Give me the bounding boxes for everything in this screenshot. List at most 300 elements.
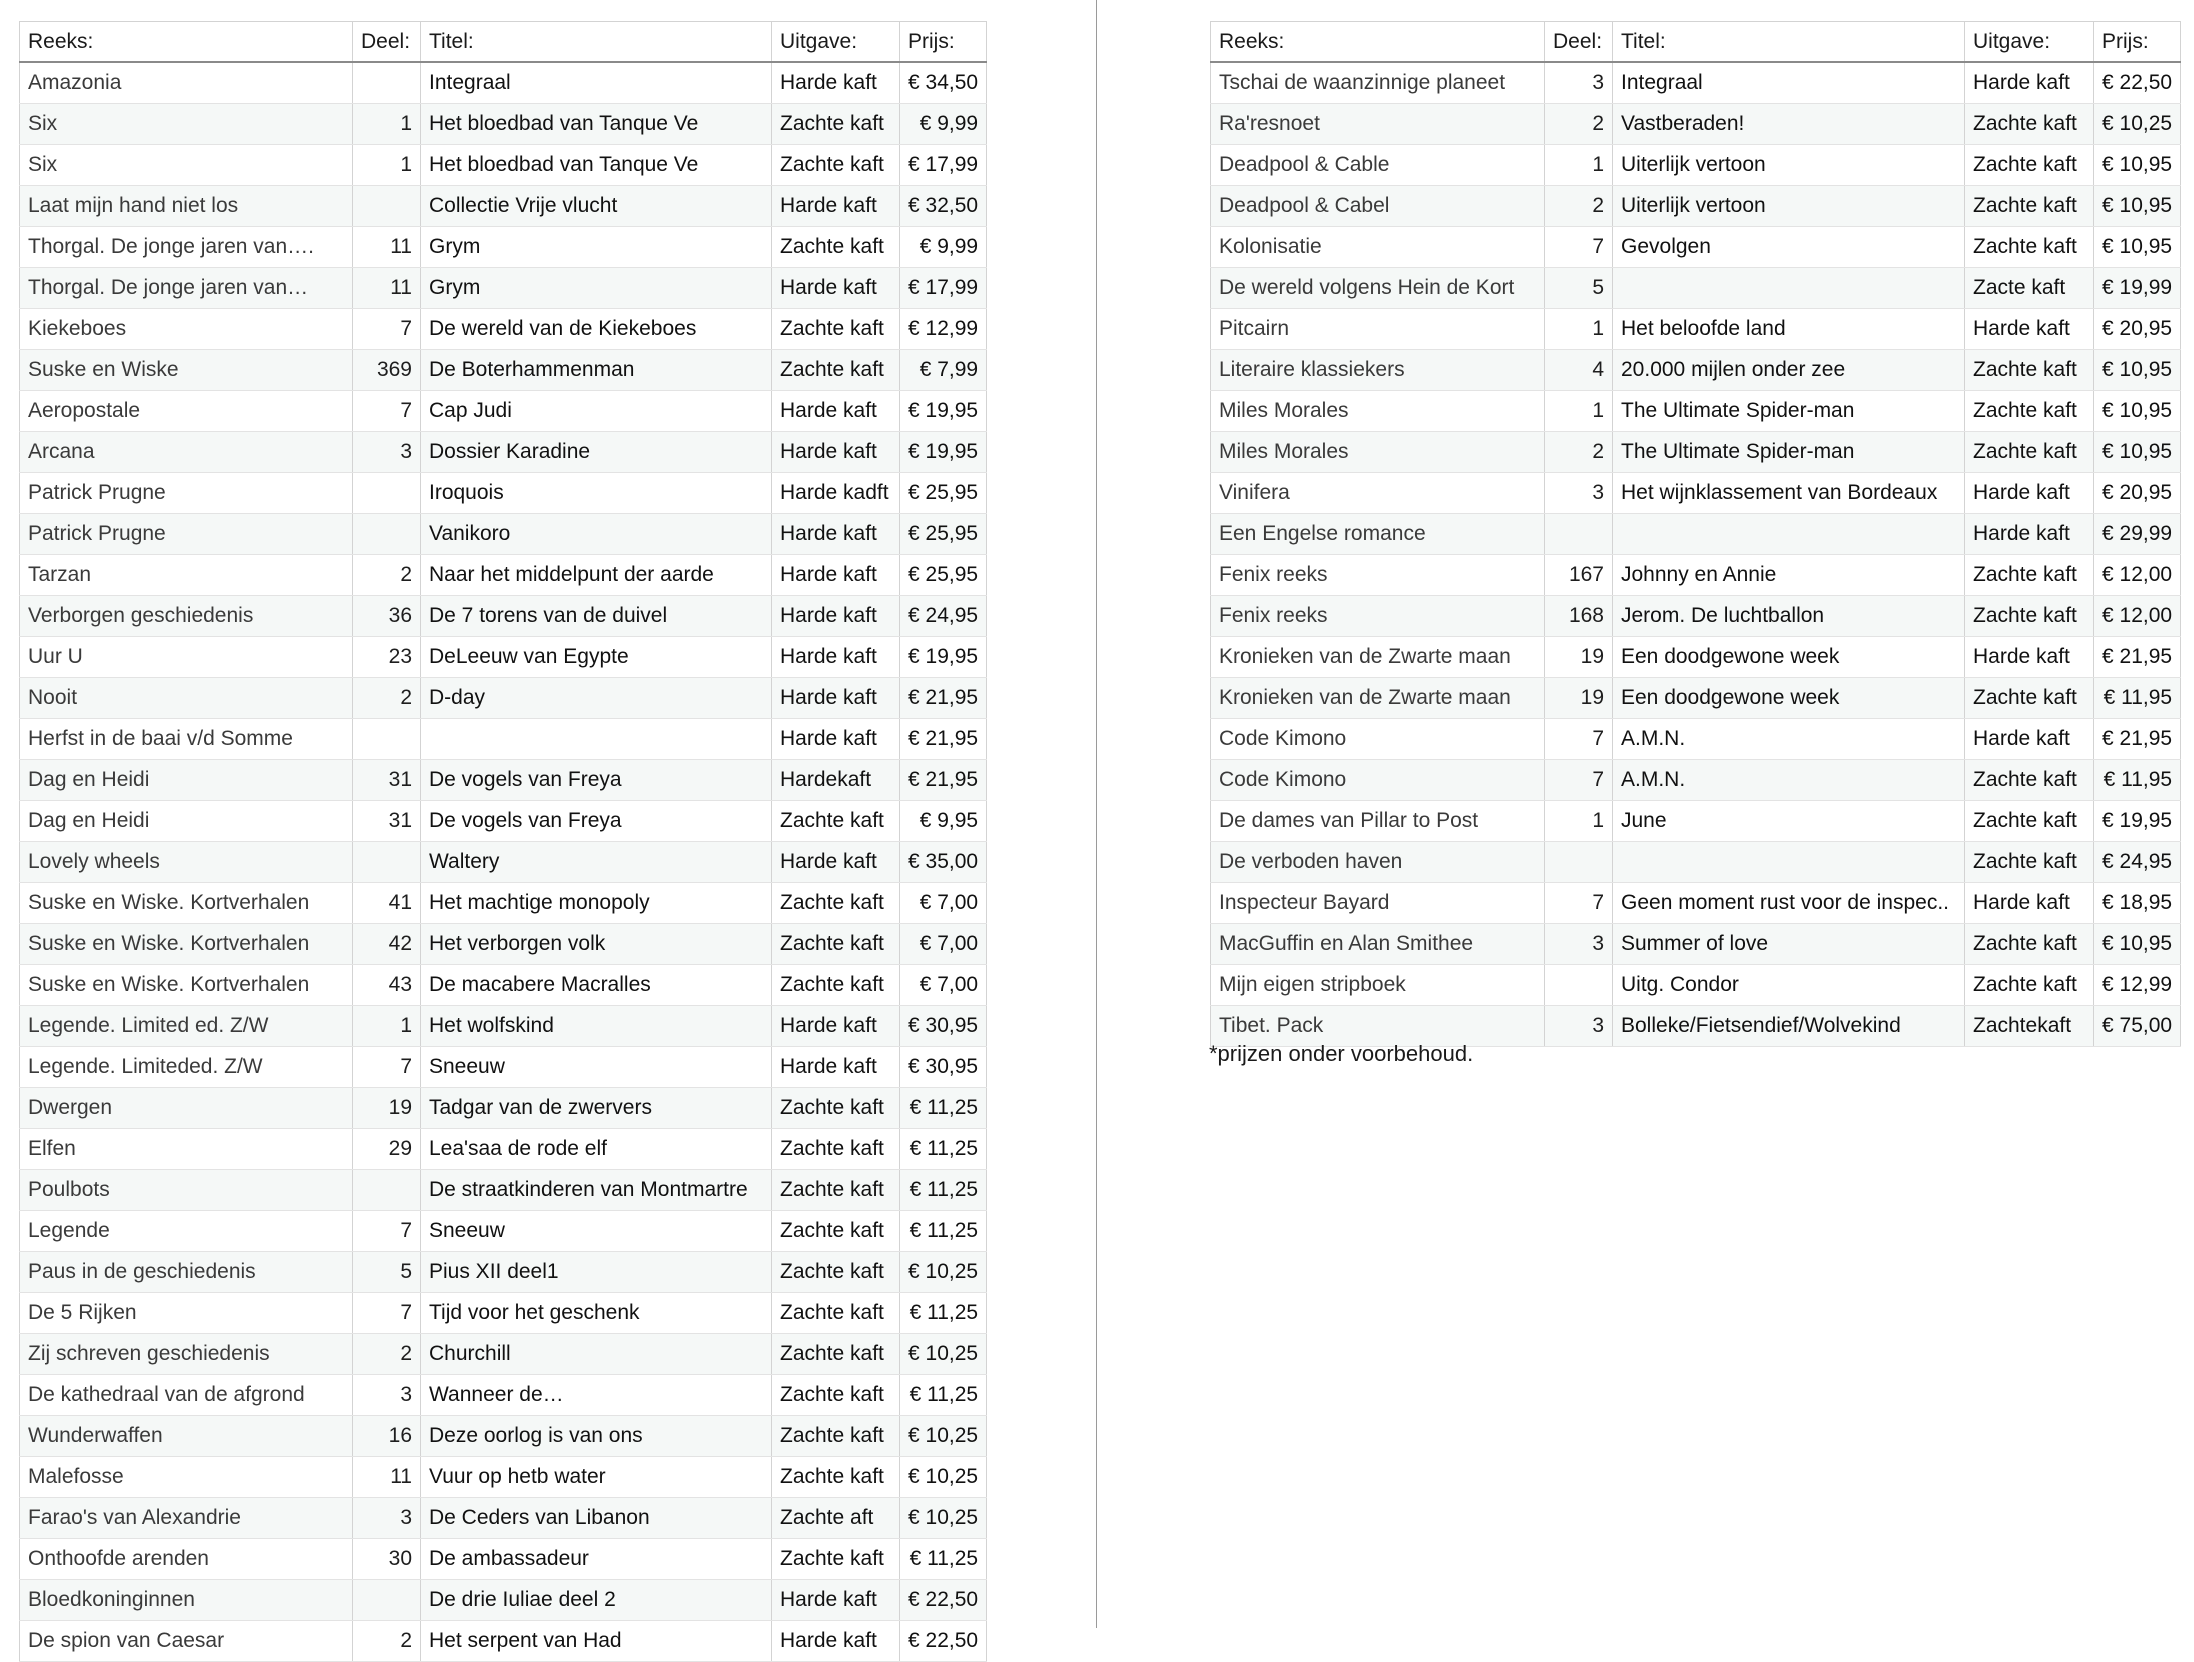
cell-titel[interactable]: Integraal [1613,62,1965,104]
cell-uitgave[interactable]: Zachte kaft [772,145,900,186]
cell-reeks[interactable]: Code Kimono [1211,719,1545,760]
cell-titel[interactable]: Uitg. Condor [1613,965,1965,1006]
cell-deel[interactable]: 2 [353,678,421,719]
cell-titel[interactable]: Sneeuw [421,1047,772,1088]
cell-uitgave[interactable]: Zachte kaft [772,883,900,924]
cell-titel[interactable]: Johnny en Annie [1613,555,1965,596]
cell-uitgave[interactable]: Harde kaft [772,719,900,760]
cell-deel[interactable]: 11 [353,227,421,268]
cell-titel[interactable]: D-day [421,678,772,719]
cell-deel[interactable] [1545,965,1613,1006]
cell-reeks[interactable]: Deadpool & Cabel [1211,186,1545,227]
cell-uitgave[interactable]: Zachte kaft [1965,145,2094,186]
cell-uitgave[interactable]: Harde kaft [772,1580,900,1621]
cell-titel[interactable]: Cap Judi [421,391,772,432]
cell-deel[interactable]: 16 [353,1416,421,1457]
cell-titel[interactable]: A.M.N. [1613,719,1965,760]
cell-prijs[interactable]: € 12,99 [900,309,987,350]
cell-titel[interactable]: De drie Iuliae deel 2 [421,1580,772,1621]
cell-titel[interactable]: Uiterlijk vertoon [1613,145,1965,186]
cell-uitgave[interactable]: Zachte kaft [772,1088,900,1129]
cell-reeks[interactable]: Deadpool & Cable [1211,145,1545,186]
cell-uitgave[interactable]: Zachte kaft [772,227,900,268]
cell-reeks[interactable]: Wunderwaffen [20,1416,353,1457]
cell-uitgave[interactable]: Harde kaft [772,1621,900,1662]
cell-titel[interactable]: Vastberaden! [1613,104,1965,145]
cell-prijs[interactable]: € 10,25 [2094,104,2181,145]
cell-prijs[interactable]: € 10,95 [2094,432,2181,473]
header-titel[interactable]: Titel: [421,22,772,63]
cell-deel[interactable] [353,62,421,104]
cell-deel[interactable]: 29 [353,1129,421,1170]
cell-reeks[interactable]: Paus in de geschiedenis [20,1252,353,1293]
cell-deel[interactable]: 5 [353,1252,421,1293]
cell-titel[interactable]: De wereld van de Kiekeboes [421,309,772,350]
cell-uitgave[interactable]: Harde kaft [1965,719,2094,760]
cell-prijs[interactable]: € 17,99 [900,145,987,186]
cell-deel[interactable]: 5 [1545,268,1613,309]
cell-reeks[interactable]: Ra'resnoet [1211,104,1545,145]
cell-uitgave[interactable]: Zachte kaft [1965,350,2094,391]
cell-uitgave[interactable]: Zachte kaft [772,309,900,350]
cell-prijs[interactable]: € 18,95 [2094,883,2181,924]
header-deel[interactable]: Deel: [1545,22,1613,63]
cell-reeks[interactable]: Poulbots [20,1170,353,1211]
cell-deel[interactable] [353,1170,421,1211]
cell-uitgave[interactable]: Zachte kaft [772,924,900,965]
cell-prijs[interactable]: € 10,25 [900,1498,987,1539]
cell-deel[interactable]: 7 [353,309,421,350]
cell-reeks[interactable]: Legende. Limiteded. Z/W [20,1047,353,1088]
header-reeks[interactable]: Reeks: [20,22,353,63]
cell-uitgave[interactable]: Hardekaft [772,760,900,801]
cell-titel[interactable]: Wanneer de… [421,1375,772,1416]
cell-titel[interactable]: Uiterlijk vertoon [1613,186,1965,227]
cell-uitgave[interactable]: Harde kaft [772,186,900,227]
cell-deel[interactable]: 1 [1545,145,1613,186]
cell-reeks[interactable]: Suske en Wiske. Kortverhalen [20,965,353,1006]
cell-titel[interactable]: De straatkinderen van Montmartre [421,1170,772,1211]
cell-reeks[interactable]: Suske en Wiske. Kortverhalen [20,883,353,924]
cell-deel[interactable] [353,473,421,514]
cell-uitgave[interactable]: Zachte kaft [1965,924,2094,965]
cell-titel[interactable]: Summer of love [1613,924,1965,965]
cell-titel[interactable]: Collectie Vrije vlucht [421,186,772,227]
cell-titel[interactable]: Vuur op hetb water [421,1457,772,1498]
cell-uitgave[interactable]: Harde kaft [1965,309,2094,350]
cell-prijs[interactable]: € 11,25 [900,1293,987,1334]
cell-deel[interactable]: 42 [353,924,421,965]
cell-uitgave[interactable]: Zachte kaft [1965,596,2094,637]
cell-uitgave[interactable]: Zachte kaft [1965,965,2094,1006]
cell-titel[interactable] [1613,514,1965,555]
cell-prijs[interactable]: € 32,50 [900,186,987,227]
cell-reeks[interactable]: Kiekeboes [20,309,353,350]
cell-reeks[interactable]: Mijn eigen stripboek [1211,965,1545,1006]
cell-prijs[interactable]: € 9,99 [900,227,987,268]
cell-deel[interactable]: 3 [353,1375,421,1416]
cell-deel[interactable]: 19 [1545,678,1613,719]
cell-uitgave[interactable]: Harde kaft [772,432,900,473]
cell-prijs[interactable]: € 22,50 [900,1580,987,1621]
cell-uitgave[interactable]: Harde kaft [772,637,900,678]
cell-reeks[interactable]: Lovely wheels [20,842,353,883]
cell-reeks[interactable]: Patrick Prugne [20,473,353,514]
cell-deel[interactable] [1545,842,1613,883]
cell-prijs[interactable]: € 10,25 [900,1457,987,1498]
cell-prijs[interactable]: € 11,25 [900,1375,987,1416]
cell-reeks[interactable]: Elfen [20,1129,353,1170]
cell-uitgave[interactable]: Harde kaft [772,678,900,719]
cell-deel[interactable]: 3 [1545,473,1613,514]
cell-reeks[interactable]: Dag en Heidi [20,801,353,842]
cell-titel[interactable]: Sneeuw [421,1211,772,1252]
cell-prijs[interactable]: € 19,99 [2094,268,2181,309]
cell-deel[interactable]: 7 [1545,760,1613,801]
cell-prijs[interactable]: € 24,95 [2094,842,2181,883]
cell-reeks[interactable]: Suske en Wiske [20,350,353,391]
cell-deel[interactable]: 2 [353,555,421,596]
cell-prijs[interactable]: € 24,95 [900,596,987,637]
cell-titel[interactable]: Dossier Karadine [421,432,772,473]
cell-deel[interactable]: 3 [1545,1006,1613,1047]
cell-titel[interactable]: Het serpent van Had [421,1621,772,1662]
cell-prijs[interactable]: € 10,95 [2094,350,2181,391]
cell-uitgave[interactable]: Zachte kaft [1965,186,2094,227]
cell-deel[interactable]: 2 [1545,186,1613,227]
cell-reeks[interactable]: Miles Morales [1211,391,1545,432]
cell-titel[interactable]: Het bloedbad van Tanque Ve [421,145,772,186]
cell-uitgave[interactable]: Zachte kaft [772,801,900,842]
cell-reeks[interactable]: MacGuffin en Alan Smithee [1211,924,1545,965]
cell-reeks[interactable]: Legende. Limited ed. Z/W [20,1006,353,1047]
cell-titel[interactable]: De Ceders van Libanon [421,1498,772,1539]
cell-prijs[interactable]: € 11,25 [900,1539,987,1580]
cell-prijs[interactable]: € 10,25 [900,1416,987,1457]
cell-deel[interactable]: 1 [353,145,421,186]
cell-uitgave[interactable]: Zachte kaft [772,1252,900,1293]
cell-uitgave[interactable]: Harde kadft [772,473,900,514]
cell-uitgave[interactable]: Harde kaft [772,391,900,432]
cell-titel[interactable]: Jerom. De luchtballon [1613,596,1965,637]
cell-deel[interactable]: 3 [1545,62,1613,104]
cell-deel[interactable]: 369 [353,350,421,391]
cell-reeks[interactable]: De dames van Pillar to Post [1211,801,1545,842]
cell-uitgave[interactable]: Zachte kaft [1965,391,2094,432]
cell-prijs[interactable]: € 10,25 [900,1334,987,1375]
cell-titel[interactable]: Het verborgen volk [421,924,772,965]
cell-reeks[interactable]: Dag en Heidi [20,760,353,801]
cell-titel[interactable]: The Ultimate Spider-man [1613,391,1965,432]
cell-prijs[interactable]: € 21,95 [2094,719,2181,760]
cell-deel[interactable]: 1 [1545,391,1613,432]
cell-prijs[interactable]: € 19,95 [900,391,987,432]
cell-deel[interactable]: 167 [1545,555,1613,596]
cell-titel[interactable]: Tadgar van de zwervers [421,1088,772,1129]
cell-uitgave[interactable]: Zachte kaft [772,1334,900,1375]
cell-titel[interactable]: Naar het middelpunt der aarde [421,555,772,596]
cell-titel[interactable] [421,719,772,760]
cell-uitgave[interactable]: Harde kaft [772,842,900,883]
cell-deel[interactable]: 31 [353,801,421,842]
cell-deel[interactable]: 41 [353,883,421,924]
cell-reeks[interactable]: Pitcairn [1211,309,1545,350]
cell-prijs[interactable]: € 10,95 [2094,924,2181,965]
cell-uitgave[interactable]: Harde kaft [1965,473,2094,514]
cell-titel[interactable]: 20.000 mijlen onder zee [1613,350,1965,391]
cell-prijs[interactable]: € 35,00 [900,842,987,883]
cell-uitgave[interactable]: Zachte kaft [772,1211,900,1252]
cell-deel[interactable]: 2 [353,1334,421,1375]
cell-reeks[interactable]: Uur U [20,637,353,678]
cell-reeks[interactable]: Patrick Prugne [20,514,353,555]
cell-titel[interactable]: Waltery [421,842,772,883]
cell-reeks[interactable]: De 5 Rijken [20,1293,353,1334]
cell-titel[interactable]: Grym [421,268,772,309]
cell-prijs[interactable]: € 12,00 [2094,555,2181,596]
cell-prijs[interactable]: € 7,00 [900,965,987,1006]
cell-deel[interactable]: 7 [353,1211,421,1252]
cell-deel[interactable]: 11 [353,268,421,309]
cell-prijs[interactable]: € 12,00 [2094,596,2181,637]
header-reeks[interactable]: Reeks: [1211,22,1545,63]
cell-deel[interactable]: 36 [353,596,421,637]
header-prijs[interactable]: Prijs: [900,22,987,63]
cell-prijs[interactable]: € 20,95 [2094,473,2181,514]
cell-uitgave[interactable]: Zachte kaft [1965,678,2094,719]
cell-deel[interactable]: 3 [1545,924,1613,965]
cell-uitgave[interactable]: Harde kaft [772,268,900,309]
cell-titel[interactable]: Iroquois [421,473,772,514]
cell-prijs[interactable]: € 25,95 [900,555,987,596]
cell-uitgave[interactable]: Zacte kaft [1965,268,2094,309]
cell-reeks[interactable]: Arcana [20,432,353,473]
cell-deel[interactable] [353,514,421,555]
cell-deel[interactable] [1545,514,1613,555]
cell-reeks[interactable]: Nooit [20,678,353,719]
cell-uitgave[interactable]: Zachte kaft [772,350,900,391]
cell-uitgave[interactable]: Zachte kaft [772,104,900,145]
cell-reeks[interactable]: De kathedraal van de afgrond [20,1375,353,1416]
cell-prijs[interactable]: € 11,25 [900,1088,987,1129]
cell-uitgave[interactable]: Zachte kaft [1965,801,2094,842]
cell-titel[interactable]: The Ultimate Spider-man [1613,432,1965,473]
cell-reeks[interactable]: Aeropostale [20,391,353,432]
cell-reeks[interactable]: Bloedkoninginnen [20,1580,353,1621]
cell-titel[interactable]: Bolleke/Fietsendief/Wolvekind [1613,1006,1965,1047]
cell-titel[interactable]: Lea'saa de rode elf [421,1129,772,1170]
cell-deel[interactable]: 1 [353,104,421,145]
cell-deel[interactable]: 7 [1545,227,1613,268]
cell-deel[interactable]: 7 [1545,883,1613,924]
cell-deel[interactable]: 7 [353,1293,421,1334]
cell-reeks[interactable]: Six [20,104,353,145]
cell-deel[interactable] [353,1580,421,1621]
cell-deel[interactable]: 7 [353,1047,421,1088]
cell-prijs[interactable]: € 75,00 [2094,1006,2181,1047]
cell-deel[interactable]: 11 [353,1457,421,1498]
cell-prijs[interactable]: € 21,95 [2094,637,2181,678]
cell-reeks[interactable]: Suske en Wiske. Kortverhalen [20,924,353,965]
cell-deel[interactable]: 4 [1545,350,1613,391]
cell-reeks[interactable]: De verboden haven [1211,842,1545,883]
cell-prijs[interactable]: € 10,95 [2094,227,2181,268]
cell-deel[interactable]: 2 [1545,432,1613,473]
cell-titel[interactable]: De macabere Macralles [421,965,772,1006]
header-uitgave[interactable]: Uitgave: [1965,22,2094,63]
cell-titel[interactable]: Geen moment rust voor de inspec.. [1613,883,1965,924]
cell-titel[interactable]: DeLeeuw van Egypte [421,637,772,678]
cell-reeks[interactable]: Laat mijn hand niet los [20,186,353,227]
cell-uitgave[interactable]: Harde kaft [772,555,900,596]
cell-deel[interactable]: 30 [353,1539,421,1580]
cell-reeks[interactable]: Kronieken van de Zwarte maan [1211,678,1545,719]
header-prijs[interactable]: Prijs: [2094,22,2181,63]
cell-prijs[interactable]: € 19,95 [2094,801,2181,842]
cell-titel[interactable]: A.M.N. [1613,760,1965,801]
cell-reeks[interactable]: Literaire klassiekers [1211,350,1545,391]
cell-prijs[interactable]: € 9,99 [900,104,987,145]
cell-uitgave[interactable]: Zachte aft [772,1498,900,1539]
cell-deel[interactable]: 23 [353,637,421,678]
cell-prijs[interactable]: € 11,25 [900,1170,987,1211]
cell-prijs[interactable]: € 17,99 [900,268,987,309]
cell-prijs[interactable]: € 11,95 [2094,678,2181,719]
cell-uitgave[interactable]: Zachte kaft [772,1416,900,1457]
cell-titel[interactable]: Pius XII deel1 [421,1252,772,1293]
cell-reeks[interactable]: Tarzan [20,555,353,596]
cell-deel[interactable]: 2 [353,1621,421,1662]
cell-reeks[interactable]: Farao's van Alexandrie [20,1498,353,1539]
cell-prijs[interactable]: € 10,95 [2094,186,2181,227]
cell-uitgave[interactable]: Zachte kaft [772,1539,900,1580]
cell-reeks[interactable]: Thorgal. De jonge jaren van… [20,268,353,309]
cell-reeks[interactable]: Tschai de waanzinnige planeet [1211,62,1545,104]
cell-reeks[interactable]: Inspecteur Bayard [1211,883,1545,924]
cell-deel[interactable] [353,842,421,883]
cell-prijs[interactable]: € 25,95 [900,473,987,514]
cell-titel[interactable]: De Boterhammenman [421,350,772,391]
cell-prijs[interactable]: € 20,95 [2094,309,2181,350]
cell-uitgave[interactable]: Zachte kaft [1965,760,2094,801]
cell-deel[interactable] [353,186,421,227]
cell-titel[interactable]: Het bloedbad van Tanque Ve [421,104,772,145]
cell-uitgave[interactable]: Zachtekaft [1965,1006,2094,1047]
cell-prijs[interactable]: € 22,50 [2094,62,2181,104]
cell-titel[interactable]: De ambassadeur [421,1539,772,1580]
cell-deel[interactable]: 43 [353,965,421,1006]
cell-titel[interactable]: Een doodgewone week [1613,678,1965,719]
cell-titel[interactable]: Gevolgen [1613,227,1965,268]
cell-deel[interactable]: 31 [353,760,421,801]
cell-reeks[interactable]: Kolonisatie [1211,227,1545,268]
cell-prijs[interactable]: € 10,95 [2094,391,2181,432]
cell-reeks[interactable]: Kronieken van de Zwarte maan [1211,637,1545,678]
cell-reeks[interactable]: Code Kimono [1211,760,1545,801]
cell-uitgave[interactable]: Harde kaft [1965,883,2094,924]
cell-deel[interactable]: 7 [353,391,421,432]
cell-prijs[interactable]: € 11,25 [900,1211,987,1252]
cell-titel[interactable]: June [1613,801,1965,842]
cell-titel[interactable]: Deze oorlog is van ons [421,1416,772,1457]
cell-prijs[interactable]: € 19,95 [900,637,987,678]
cell-reeks[interactable]: Zij schreven geschiedenis [20,1334,353,1375]
header-deel[interactable]: Deel: [353,22,421,63]
cell-uitgave[interactable]: Zachte kaft [772,1293,900,1334]
cell-reeks[interactable]: Fenix reeks [1211,596,1545,637]
cell-prijs[interactable]: € 34,50 [900,62,987,104]
cell-uitgave[interactable]: Zachte kaft [1965,842,2094,883]
cell-titel[interactable] [1613,268,1965,309]
cell-deel[interactable]: 19 [1545,637,1613,678]
cell-prijs[interactable]: € 10,25 [900,1252,987,1293]
cell-prijs[interactable]: € 11,25 [900,1129,987,1170]
cell-titel[interactable]: Het machtige monopoly [421,883,772,924]
cell-prijs[interactable]: € 10,95 [2094,145,2181,186]
cell-reeks[interactable]: De spion van Caesar [20,1621,353,1662]
cell-uitgave[interactable]: Zachte kaft [772,1457,900,1498]
header-uitgave[interactable]: Uitgave: [772,22,900,63]
cell-reeks[interactable]: Vinifera [1211,473,1545,514]
cell-titel[interactable]: Grym [421,227,772,268]
cell-uitgave[interactable]: Harde kaft [1965,62,2094,104]
cell-uitgave[interactable]: Harde kaft [772,514,900,555]
cell-reeks[interactable]: Miles Morales [1211,432,1545,473]
cell-deel[interactable]: 1 [353,1006,421,1047]
cell-reeks[interactable]: Tibet. Pack [1211,1006,1545,1047]
cell-prijs[interactable]: € 11,95 [2094,760,2181,801]
cell-uitgave[interactable]: Zachte kaft [772,965,900,1006]
cell-prijs[interactable]: € 19,95 [900,432,987,473]
cell-reeks[interactable]: Verborgen geschiedenis [20,596,353,637]
cell-reeks[interactable]: De wereld volgens Hein de Kort [1211,268,1545,309]
cell-titel[interactable]: Churchill [421,1334,772,1375]
cell-titel[interactable]: Het beloofde land [1613,309,1965,350]
cell-titel[interactable]: Vanikoro [421,514,772,555]
cell-reeks[interactable]: Malefosse [20,1457,353,1498]
cell-uitgave[interactable]: Zachte kaft [772,1375,900,1416]
cell-uitgave[interactable]: Harde kaft [1965,637,2094,678]
cell-reeks[interactable]: Herfst in de baai v/d Somme [20,719,353,760]
cell-titel[interactable]: Een doodgewone week [1613,637,1965,678]
cell-titel[interactable]: Integraal [421,62,772,104]
cell-reeks[interactable]: Six [20,145,353,186]
cell-prijs[interactable]: € 30,95 [900,1047,987,1088]
cell-reeks[interactable]: Onthoofde arenden [20,1539,353,1580]
cell-prijs[interactable]: € 21,95 [900,678,987,719]
cell-reeks[interactable]: Fenix reeks [1211,555,1545,596]
cell-uitgave[interactable]: Zachte kaft [1965,555,2094,596]
cell-reeks[interactable]: Dwergen [20,1088,353,1129]
cell-titel[interactable]: Tijd voor het geschenk [421,1293,772,1334]
cell-titel[interactable]: Het wolfskind [421,1006,772,1047]
cell-deel[interactable]: 1 [1545,309,1613,350]
cell-reeks[interactable]: Legende [20,1211,353,1252]
cell-prijs[interactable]: € 25,95 [900,514,987,555]
cell-titel[interactable]: De 7 torens van de duivel [421,596,772,637]
cell-reeks[interactable]: Thorgal. De jonge jaren van…. [20,227,353,268]
cell-prijs[interactable]: € 9,95 [900,801,987,842]
cell-deel[interactable]: 7 [1545,719,1613,760]
cell-titel[interactable]: De vogels van Freya [421,760,772,801]
cell-deel[interactable] [353,719,421,760]
cell-titel[interactable]: De vogels van Freya [421,801,772,842]
header-titel[interactable]: Titel: [1613,22,1965,63]
cell-titel[interactable]: Het wijnklassement van Bordeaux [1613,473,1965,514]
cell-prijs[interactable]: € 12,99 [2094,965,2181,1006]
cell-uitgave[interactable]: Harde kaft [1965,514,2094,555]
cell-uitgave[interactable]: Harde kaft [772,1006,900,1047]
